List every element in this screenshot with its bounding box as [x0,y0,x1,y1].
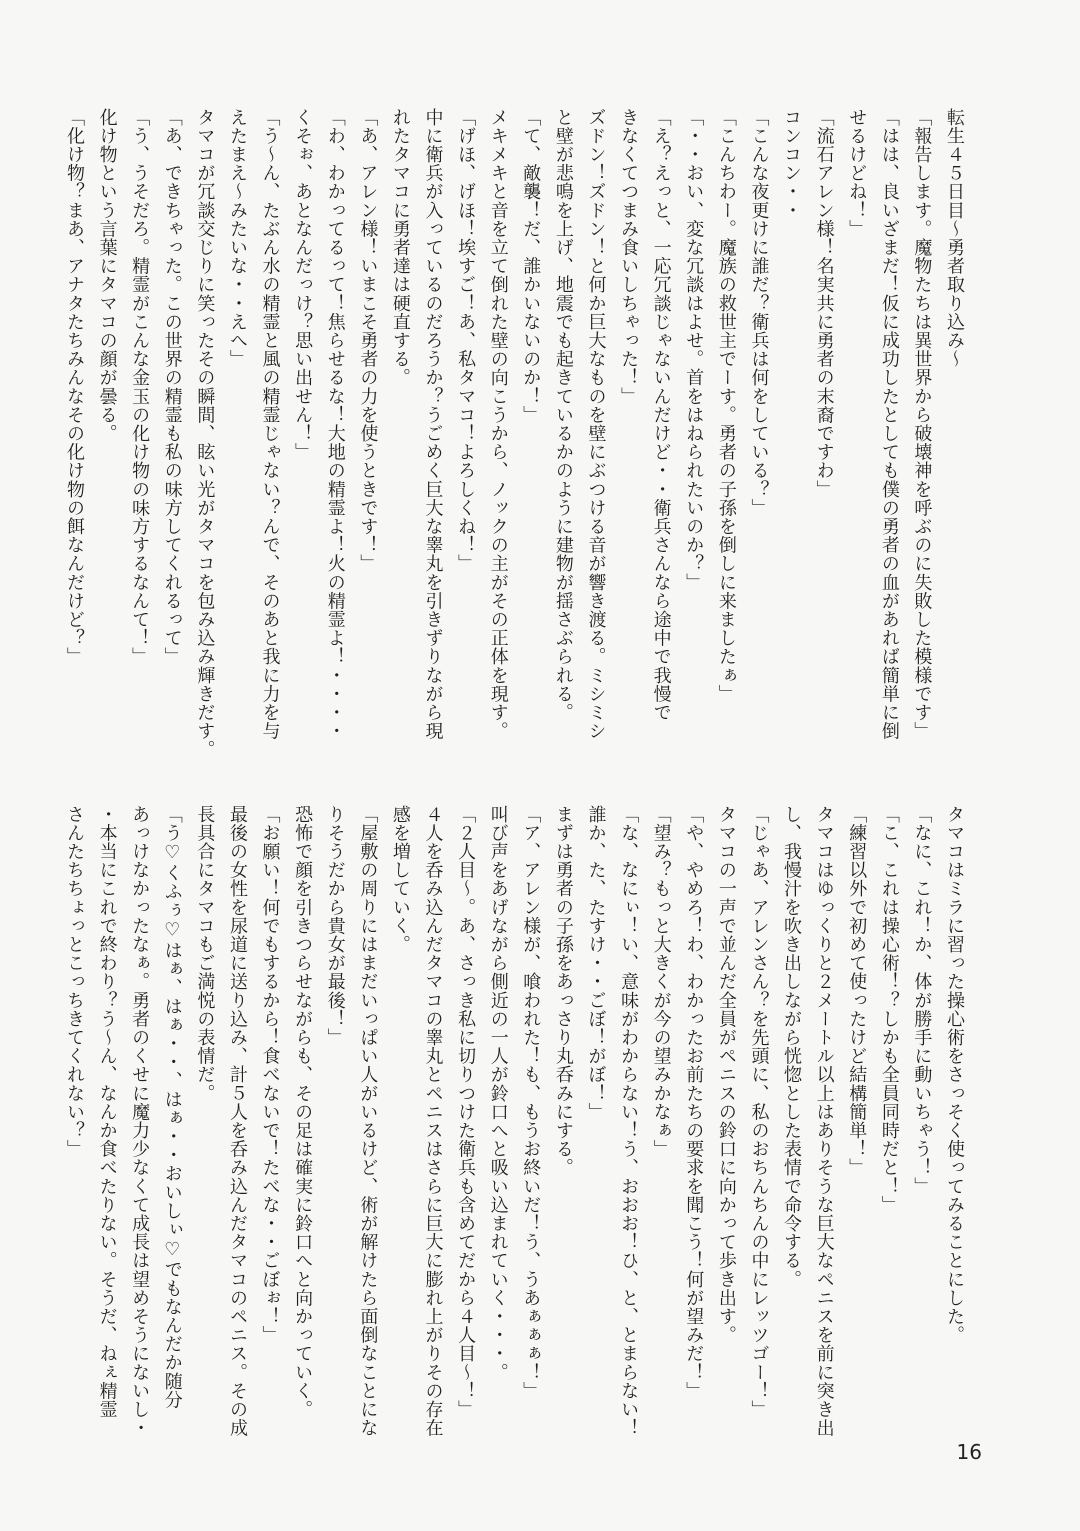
text-line: 「２人目～。あ、さっき私に切りつけた衛兵も含めてだから４人目～！」 [455,805,477,1419]
text-line: 「あ、できちゃった。この世界の精霊も私の味方してくれるって」 [161,108,183,666]
text-line: 恐怖で顔を引きつらせながらも、その足は確実に鈴口へと向かっていく。 [292,805,314,1419]
text-line: と壁が悲鳴を上げ、地震でも起きているかのように建物が揺さぶられる。 [552,108,574,722]
text-line: 中に衛兵が入っているのだろうか？うごめく巨大な睾丸を引きずりながら現 [422,108,444,741]
text-line: タマコはミラに習った操心術をさっそく使ってみることにした。 [944,805,965,1345]
text-line: 「て、敵襲！だ、誰かいないのか！」 [520,108,542,425]
text-line: 「や、やめろ！わ、わかったお前たちの要求を聞こう！何が望みだ！」 [683,805,705,1401]
text-line: まずは勇者の子孫をあっさり丸呑みにする。 [552,805,574,1177]
text-line: コンコン・・ [781,108,803,220]
text-line: メキメキと音を立て倒れた壁の向こうから、ノックの主がその正体を現す。 [487,108,509,741]
text-line: 「望み？もっと大きくが今の望みかなぁ」 [650,805,672,1159]
text-line: 転生４５日目～勇者取り込み～ [944,108,965,369]
text-line: 「げほ、げほ！埃すご！あ、私タマコ！よろしくね！」 [455,108,477,573]
text-line: 「なに、これ！か、体が勝手に動いちゃう！」 [911,805,933,1196]
text-line: 「う～ん、たぶん水の精霊と風の精霊じゃない？んで、そのあと我に力を与 [259,108,281,741]
text-line: 「じゃあ、アレンさん？を先頭に、私のおちんちんの中にレッツゴー！」 [748,805,770,1419]
text-line: 「報告します。魔物たちは異世界から破壊神を呼ぶのに失敗した模様です」 [911,108,933,741]
text-line: タマコが冗談交じりに笑ったその瞬間、眩い光がタマコを包み込み輝きだす。 [194,108,216,759]
text-line: 「こ、これは操心術！？しかも全員同時だと！」 [878,805,900,1215]
text-line: 「あ、アレン様！いまこそ勇者の力を使うときです！」 [357,108,379,573]
text-line: 「ア、アレン様が、喰われた！も、もうお終いだ！う、うあぁぁぁ！」 [520,805,542,1401]
text-line: りそうだから貴女が最後！」 [324,805,346,1047]
text-line: 叫び声をあげながら側近の一人が鈴口へと吸い込まれていく・・・。 [487,805,509,1382]
text-line: 「え？えっと、一応冗談じゃないんだけど・・衛兵さんなら途中で我慢で [650,108,672,722]
text-line: ・本当にこれで終わり？う～ん、なんか食べたりない。そうだ、ねぇ精霊 [96,805,118,1419]
text-line: 「な、なにぃ！い、意味がわからない！う、おおお！ひ、と、とまらない！ [618,805,640,1438]
text-line: 「流石アレン様！名実共に勇者の末裔ですわ」 [813,108,835,499]
text-line: ４人を呑み込んだタマコの睾丸とペニスはさらに巨大に膨れ上がりその存在 [422,805,444,1438]
text-line: 「練習以外で初めて使ったけど結構簡単！」 [846,805,868,1177]
text-line: 「化け物？まあ、アナタたちみんなその化け物の餌なんだけど？」 [63,108,85,666]
text-line: くそぉ、あとなんだっけ？思い出せん！」 [292,108,314,462]
text-line: えたまえ～みたいな・・えへ」 [226,108,248,369]
text-block-upper [63,108,970,759]
text-line: 長具合にタマコもご満悦の表情だ。 [194,805,216,1103]
text-line: 「う♡くふぅ♡はぁ、はぁ・・、はぁ・・おいしぃ♡でもなんだか随分 [161,805,183,1410]
text-line: 「お願い！何でもするから！食べないで！たべな・・ごぼぉ！」 [259,805,281,1345]
text-line: 「う、うそだろ。精霊がこんな金玉の化け物の味方するなんて！」 [129,108,151,666]
text-line: 化け物という言葉にタマコの顔が曇る。 [96,108,118,443]
text-line: せるけどね！」 [846,108,868,239]
text-line: タマコの一声で並んだ全員がペニスの鈴口に向かって歩き出す。 [715,805,737,1345]
text-line: し、我慢汁を吹き出しながら恍惚とした表情で命令する。 [781,805,803,1289]
page-number: 16 [956,1440,982,1464]
text-line: 誰か、た、たすけ・・ごぼ！がぼ！」 [585,805,607,1122]
text-line: さんたちちょっとこっちきてくれない？」 [63,805,85,1159]
text-line: 「こんちわー。魔族の救世主でーす。勇者の子孫を倒しに来ましたぁ」 [715,108,737,704]
text-block-lower [63,805,970,1438]
text-line: 最後の女性を尿道に送り込み、計５人を呑み込んだタマコのペニス。その成 [226,805,248,1438]
text-line: 「屋敷の周りにはまだいっぱい人がいるけど、術が解けたら面倒なことにな [357,805,379,1438]
text-line: ズドン！ズドン！と何か巨大なものを壁にぶつける音が響き渡る。ミシミシ [585,108,607,741]
text-line: 「・・おい、変な冗談はよせ。首をはねられたいのか？」 [683,108,705,592]
text-line: 「こんな夜更けに誰だ？衛兵は何をしている？」 [748,108,770,518]
text-line: きなくてつまみ食いしちゃった！」 [618,108,640,406]
text-line: 「はは、良いざまだ！仮に成功したとしても僕の勇者の血があれば簡単に倒 [878,108,900,741]
text-line: れたタマコに勇者達は硬直する。 [389,108,411,387]
text-line: 感を増していく。 [389,805,411,954]
text-line: あっけなかったなぁ。勇者のくせに魔力少なくて成長は望めそうにないし・ [129,805,151,1438]
text-line: タマコはゆっくりと２メートル以上はありそうな巨大なペニスを前に突き出 [813,805,835,1438]
text-line: 「わ、わかってるって！焦らせるな！大地の精霊よ！火の精霊よ！・・・・ [324,108,346,741]
